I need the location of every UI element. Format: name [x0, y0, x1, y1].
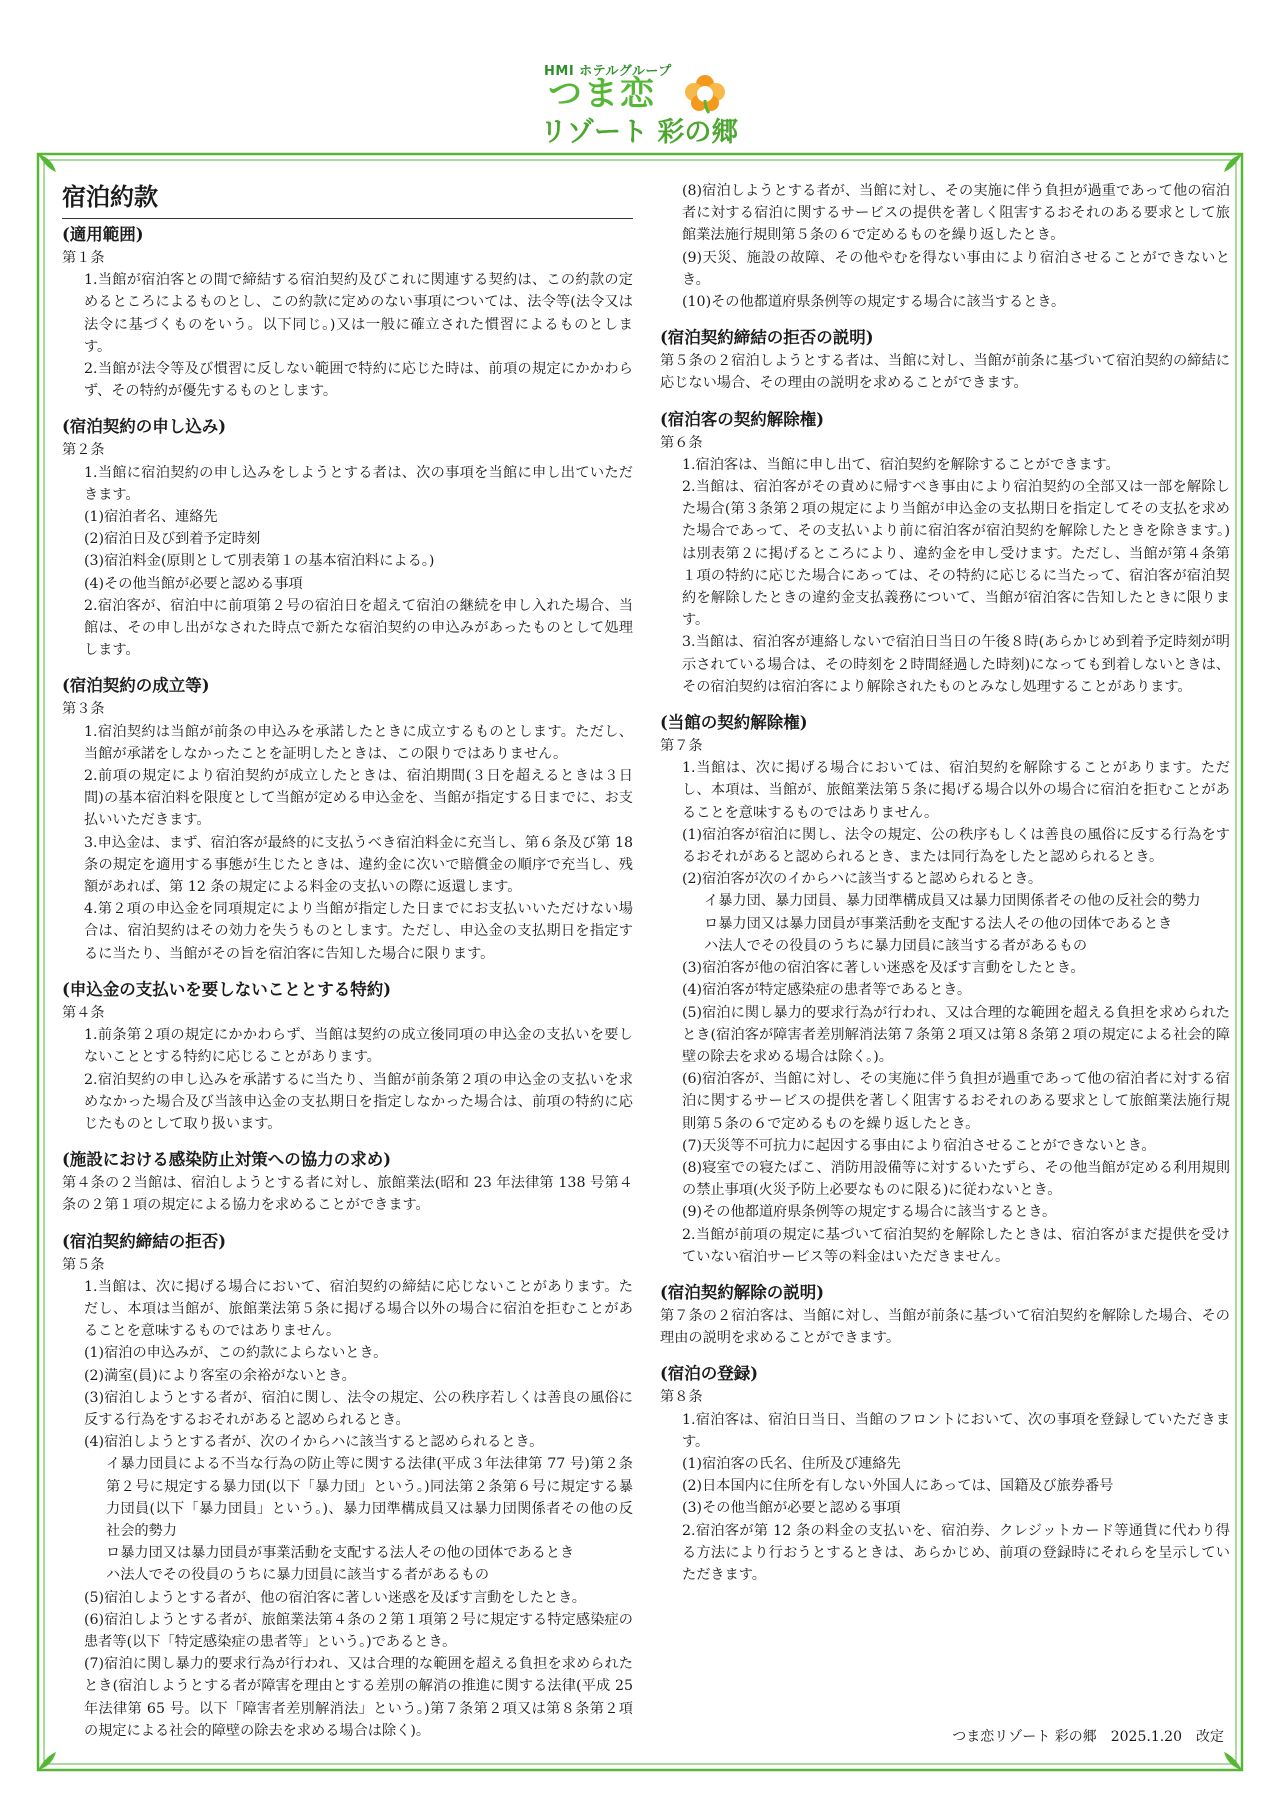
clause: (2)日本国内に住所を有しない外国人にあっては、国籍及び旅券番号	[682, 1478, 1114, 1495]
clause: 1.前条第２項の規定にかかわらず、当館は契約の成立後同項の申込金の支払いを要しないこととする特約に応じることがあります。	[84, 1027, 633, 1066]
clause: (9)天災、施設の故障、その他やむを得ない事由により宿泊させることができないとき。	[682, 249, 1230, 288]
section-formation	[62, 674, 633, 964]
clause: 4.第２項の申込金を同項規定により当館が指定した日までにお支払いいただけない場合は、宿泊契約はその効力を失うものとします。ただし、申込金の支払期日を指定するに当たり、当館がその旨を宿泊客に告知した場合に限ります。	[84, 901, 633, 962]
brand-name: つま恋	[548, 74, 656, 114]
section-heading: (施設における感染防止対策への協力の求め)	[62, 1150, 392, 1170]
resort-name: リゾート 彩の郷	[540, 117, 739, 148]
section-refusal	[62, 1230, 633, 1742]
clause: (5)宿泊に関し暴力的要求行為が行われ、又は合理的な範囲を超える負担を求められたとき(宿泊客が障害者差別解消法第７条第２項又は第８条第２項の規定による社会的障壁の除去を求める場合は除く。)。	[682, 1004, 1230, 1065]
clause: (2)宿泊日及び到着予定時刻	[84, 531, 261, 548]
section-guest-cancellation	[660, 408, 1230, 698]
clause: (6)宿泊客が、当館に対し、その実施に伴う負担が過重であって他の宿泊者に対する宿泊に関するサービスの提供を著しく阻害するおそれのある要求として旅館業法施行規則第５条の６で定めるものを繰り返したとき。	[682, 1071, 1230, 1132]
page-title: 宿泊約款	[62, 180, 633, 219]
clause: 1.当館は、次に掲げる場合においては、宿泊契約を解除することがあります。ただし、本項は、当館が、旅館業法第５条に掲げる場合以外の場合に宿泊を拒むことがあることを意味するものではありません。	[682, 760, 1230, 821]
article-number: 第６条	[660, 434, 703, 451]
sub-clause: ロ暴力団又は暴力団員が事業活動を支配する法人その他の団体であるとき	[704, 915, 1173, 932]
article-number: 第２条	[62, 442, 105, 459]
section-application	[62, 415, 633, 661]
clause: (3)宿泊しようとする者が、宿泊に関し、法令の規定、公の秩序若しくは善良の風俗に反する行為をするおそれがあると認められるとき。	[84, 1389, 633, 1428]
section-cancellation-explanation	[660, 1281, 1230, 1349]
clause: 2.宿泊客が、宿泊中に前項第２号の宿泊日を超えて宿泊の継続を申し入れた場合、当館は、その申し出がなされた時点で新たな宿泊契約の申込みがあったものとして処理します。	[84, 597, 633, 659]
clause: 2.当館は、宿泊客がその責めに帰すべき事由により宿泊契約の全部又は一部を解除した場合(第３条第２項の規定により当館が申込金の支払期日を指定してその支払を求めた場合であって、その支払いより前に宿泊客が宿泊契約を解除したときを除きます。)は別表第２に掲げるところにより、違約金を申し受けます。ただし、当館が第４条第１項の特約に応じた場合にあっては、その特約に応じるに当たって、宿泊客が宿泊契約を解除したときの違約金支払義務について、当館が宿泊客に告知したときに限ります。	[682, 479, 1230, 629]
clause: 2.前項の規定により宿泊契約が成立したときは、宿泊期間(３日を超えるときは３日間)の基本宿泊料を限度として当館が定める申込金を、当館が指定する日までに、お支払いいただきます。	[84, 768, 633, 829]
article-number: 第３条	[62, 701, 105, 718]
clause: 2.宿泊契約の申し込みを承諾するに当たり、当館が前条第２項の申込金の支払いを求めなかった場合及び当該申込金の支払期日を指定しなかった場合は、前項の特約に応じたものとして取り扱います。	[84, 1071, 633, 1132]
section-heading: (当館の契約解除権)	[660, 713, 808, 733]
section-heading: (宿泊契約締結の拒否)	[62, 1231, 227, 1251]
section-heading: (宿泊契約の成立等)	[62, 676, 210, 696]
paragraph: 第７条の２宿泊客は、当館に対し、当館が前条に基づいて宿泊契約を解除した場合、その理由の説明を求めることができます。	[660, 1307, 1230, 1347]
article-number: 第８条	[660, 1389, 703, 1406]
clause: (1)宿泊客の氏名、住所及び連絡先	[682, 1455, 901, 1472]
section-infection-control	[62, 1148, 633, 1216]
logo	[0, 58, 1280, 158]
section-deposit-exemption	[62, 978, 633, 1135]
clause: 1.宿泊客は、宿泊日当日、当館のフロントにおいて、次の事項を登録していただきます。	[682, 1411, 1230, 1450]
clause: (8)寝室での寝たばこ、消防用設備等に対するいたずら、その他当館が定める利用規則の禁止事項(火災予防上必要なものに限る)に従わないとき。	[682, 1159, 1230, 1199]
paragraph: 第５条の２宿泊しようとする者は、当館に対し、当館が前条に基づいて宿泊契約の締結に応じない場合、その理由の説明を求めることができます。	[660, 353, 1230, 392]
section-refusal-explanation	[660, 326, 1230, 394]
clause: (8)宿泊しようとする者が、当館に対し、その実施に伴う負担が過重であって他の宿泊者に対する宿泊に関するサービスの提供を著しく阻害するおそれのある要求として旅館業法施行規則第５条の６で定めるものを繰り返したとき。	[682, 183, 1230, 244]
clause: (5)宿泊しようとする者が、他の宿泊客に著しい迷惑を及ぼす言動をしたとき。	[84, 1589, 586, 1606]
section-heading: (宿泊の登録)	[660, 1364, 759, 1384]
clause: (3)宿泊料金(原則として別表第１の基本宿泊料による。)	[84, 553, 435, 570]
sub-clause: ハ法人でその役員のうちに暴力団員に該当する者があるもの	[106, 1567, 490, 1584]
clause: 3.申込金は、まず、宿泊客が最終的に支払うべき宿泊料金に充当し、第６条及び第 18 条の規定を適用する事態が生じたときは、違約金に次いで賠償金の順序で充当し、残額があれば、第 12 条の規定による料金の支払いの際に返還します。	[84, 834, 633, 896]
clause: (7)宿泊に関し暴力的要求行為が行われ、又は合理的な範囲を超える負担を求められたとき(宿泊しようとする者が障害を理由とする差別の解消の推進に関する法律(平成 25 年法律第 65 号。以下「障害者差別解消法」という。)第７条第２項又は第８条第２項の規定による社会的障壁の除去を求める場合は除く)。	[84, 1656, 633, 1739]
clause: (6)宿泊しようとする者が、旅館業法第４条の２第１項第２号に規定する特定感染症の患者等(以下「特定感染症の患者等」という。)であるとき。	[84, 1611, 633, 1650]
flower-logo-icon	[682, 70, 728, 116]
section-registration	[660, 1362, 1230, 1586]
footer-revision-note: つま恋リゾート 彩の郷 2025.1.20 改定	[952, 1729, 1224, 1745]
paragraph: 第４条の２当館は、宿泊しようとする者に対し、旅館業法(昭和 23 年法律第 138 号第４条の２第１項の規定による協力を求めることができます。	[62, 1175, 633, 1214]
section-heading: (宿泊契約解除の説明)	[660, 1282, 825, 1302]
section-heading: (適用範囲)	[62, 225, 144, 244]
clause: (7)天災等不可抗力に起因する事由により宿泊させることができないとき。	[682, 1137, 1156, 1154]
hotel-group-label: HMI ホテルグループ	[544, 64, 672, 79]
clause: (4)その他当館が必要と認める事項	[84, 575, 303, 592]
clause: (9)その他都道府県条例等の規定する場合に該当するとき。	[682, 1204, 1057, 1221]
clause: 1.当館は、次に掲げる場合において、宿泊契約の締結に応じないことがあります。ただし、本項は当館が、旅館業法第５条に掲げる場合以外の場合に宿泊を拒むことがあることを意味するものではありません。	[84, 1278, 633, 1340]
clause: (1)宿泊客が宿泊に関し、法令の規定、公の秩序もしくは善良の風俗に反する行為をするおそれがあると認められるとき、または同行為をしたと認められるとき。	[682, 826, 1230, 866]
clause: 1.当館に宿泊契約の申し込みをしようとする者は、次の事項を当館に申し出ていただきます。	[84, 464, 633, 503]
article-number: 第４条	[62, 1004, 105, 1021]
sub-clause: ハ法人でその役員のうちに暴力団員に該当する者があるもの	[704, 937, 1088, 954]
clause: (4)宿泊客が特定感染症の患者等であるとき。	[682, 982, 972, 999]
section-heading: (申込金の支払いを要しないこととする特約)	[62, 979, 392, 999]
clause: 2.宿泊客が第 12 条の料金の支払いを、宿泊券、クレジットカード等通貨に代わり得る方法により行おうとするときは、あらかじめ、前項の登録時にそれらを呈示していただきます。	[682, 1522, 1230, 1583]
sub-clause: ロ暴力団又は暴力団員が事業活動を支配する法人その他の団体であるとき	[106, 1545, 575, 1562]
sub-clause: イ暴力団員による不当な行為の防止等に関する法律(平成３年法律第 77 号)第２条第２号に規定する暴力団(以下「暴力団」という。)同法第２条第６号に規定する暴力団員(以下「暴力団員」という。)、暴力団準構成員又は暴力団関係者その他の反社会的勢力	[106, 1456, 633, 1539]
section-hotel-cancellation	[660, 711, 1230, 1268]
section-refusal-continued	[660, 180, 1230, 313]
section-heading: (宿泊客の契約解除権)	[660, 409, 825, 429]
clause: (2)満室(員)により客室の余裕がないとき。	[84, 1367, 356, 1384]
left-column	[62, 180, 633, 1755]
clause: 1.宿泊契約は当館が前条の申込みを承諾したときに成立するものとします。ただし、当館が承諾をしなかったことを証明したときは、この限りではありません。	[84, 723, 633, 762]
section-scope	[62, 223, 633, 402]
section-heading: (宿泊契約締結の拒否の説明)	[660, 328, 874, 348]
clause: (3)宿泊客が他の宿泊客に著しい迷惑を及ぼす言動をしたとき。	[682, 960, 1085, 977]
section-heading: (宿泊契約の申し込み)	[62, 417, 227, 437]
clause: 3.当館は、宿泊客が連絡しないで宿泊日当日の午後８時(あらかじめ到着予定時刻が明示されている場合は、その時刻を２時間経過した時刻)になっても到着しないときは、その宿泊契約は宿泊客により解除されたものとみなし処理することがあります。	[682, 634, 1230, 695]
right-column	[660, 180, 1230, 1599]
clause: (1)宿泊の申込みが、この約款によらないとき。	[84, 1345, 388, 1362]
article-number: 第５条	[62, 1256, 105, 1273]
clause: (4)宿泊しようとする者が、次のイからハに該当すると認められるとき。	[84, 1434, 544, 1451]
clause: (2)宿泊客が次のイからハに該当すると認められるとき。	[682, 871, 1043, 888]
article-number: 第１条	[62, 250, 105, 266]
clause: 1.当館が宿泊客との間で締結する宿泊契約及びこれに関連する契約は、この約款の定めるところによるものとし、この約款に定めのない事項については、法令等(法令又は法令に基づくものをいう。以下同じ。)又は一般に確立された慣習によるものとします。	[84, 272, 633, 355]
sub-clause: イ暴力団、暴力団員、暴力団準構成員又は暴力団関係者その他の反社会的勢力	[704, 893, 1201, 910]
clause: (10)その他都道府県条例等の規定する場合に該当するとき。	[682, 294, 1066, 311]
clause: (1)宿泊者名、連絡先	[84, 509, 218, 526]
clause: (3)その他当館が必要と認める事項	[682, 1500, 901, 1517]
clause: 2.当館が前項の規定に基づいて宿泊契約を解除したときは、宿泊客がまだ提供を受けていない宿泊サービス等の料金はいただきません。	[682, 1226, 1230, 1265]
article-number: 第７条	[660, 738, 703, 755]
clause: 2.当館が法令等及び慣習に反しない範囲で特約に応じた時は、前項の規定にかかわらず、その特約が優先するものとします。	[84, 361, 633, 400]
clause: 1.宿泊客は、当館に申し出て、宿泊契約を解除することができます。	[682, 456, 1120, 473]
